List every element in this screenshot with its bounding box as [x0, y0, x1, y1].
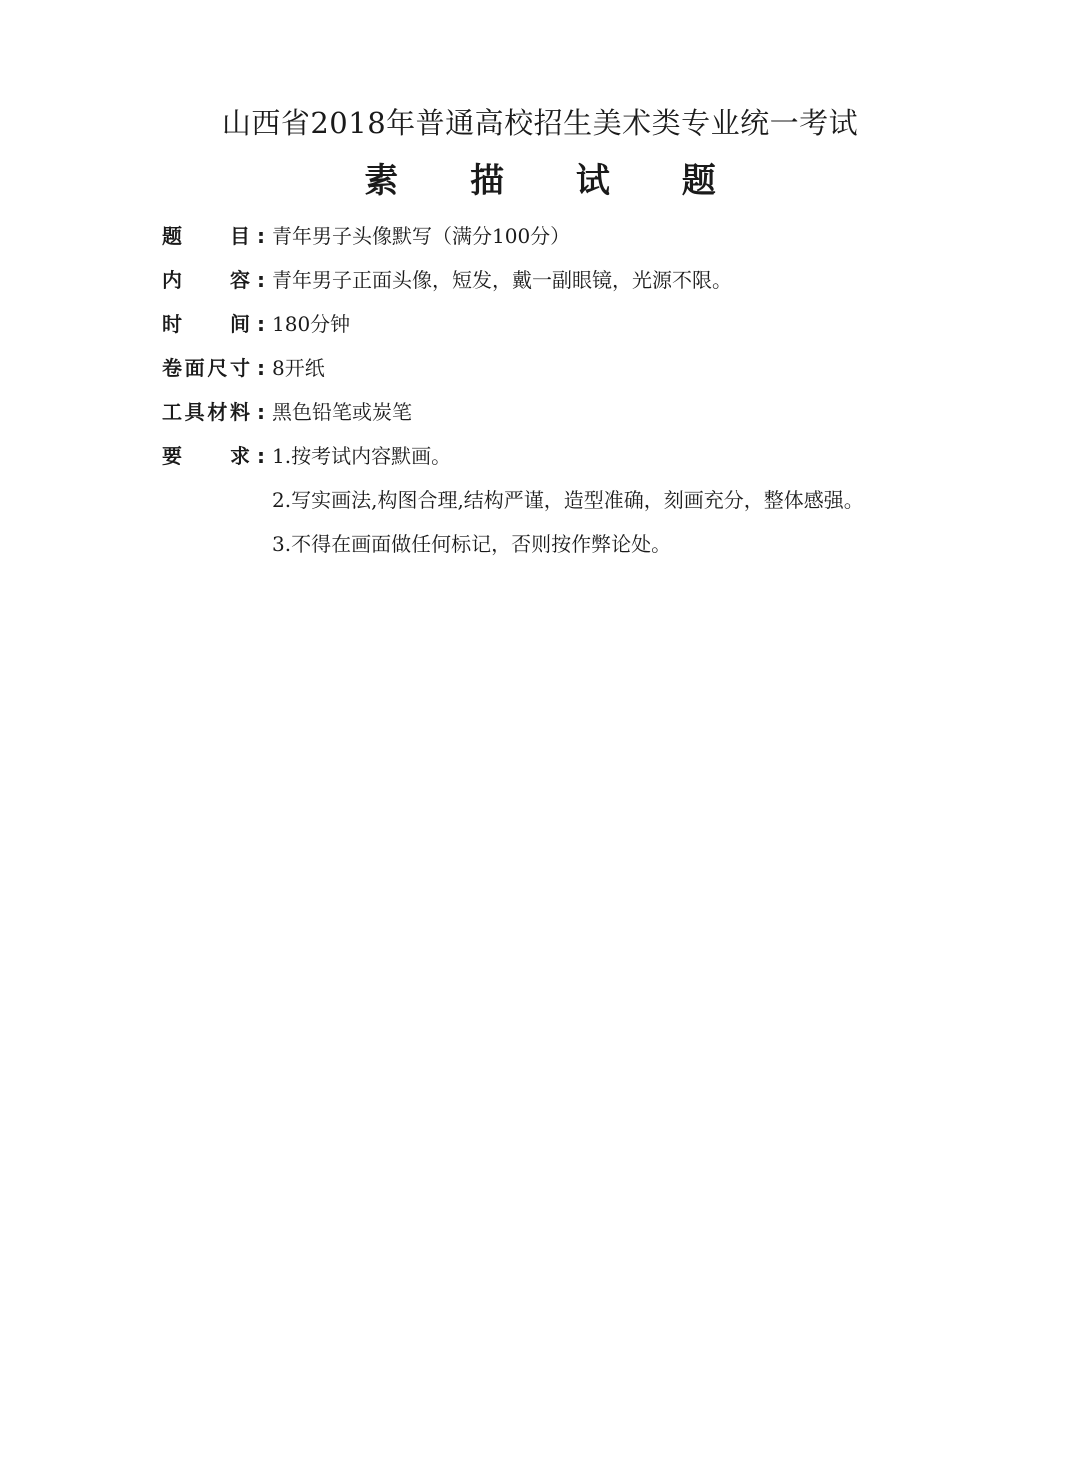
field-value-content: 青年男子正面头像，短发，戴一副眼镜，光源不限。: [272, 268, 732, 292]
requirement-item: 3.不得在画面做任何标记，否则按作弊论处。: [272, 532, 672, 556]
field-row-materials: [162, 390, 1002, 434]
field-colon: :: [257, 224, 265, 248]
field-row-content: [162, 258, 1002, 302]
field-value-materials: 黑色铅笔或炭笔: [272, 400, 412, 424]
field-value-paper-size: 8开纸: [272, 356, 325, 380]
field-colon: :: [257, 312, 265, 336]
field-colon: :: [257, 356, 265, 380]
field-colon: :: [257, 268, 265, 292]
requirement-item: 1.按考试内容默画。: [272, 444, 452, 468]
field-label-paper-size: 卷面尺寸: [162, 356, 250, 380]
field-row-time: [162, 302, 1002, 346]
requirement-item: 2.写实画法,构图合理,结构严谨，造型准确，刻画充分，整体感强。: [272, 488, 864, 512]
exam-title: 山西省2018年普通高校招生美术类专业统一考试: [221, 106, 859, 140]
exam-info-list: [162, 214, 1002, 566]
field-colon: :: [257, 444, 265, 468]
field-row-topic: [162, 214, 1002, 258]
field-value-topic: 青年男子头像默写（满分100分）: [272, 224, 571, 248]
field-label-time: 时间: [162, 312, 250, 336]
field-label-content: 内容: [162, 268, 250, 292]
field-label-topic: 题目: [162, 224, 250, 248]
field-row-requirements: [162, 434, 1002, 478]
requirement-row: [162, 522, 1002, 566]
field-colon: :: [257, 400, 265, 424]
field-label-requirements: 要求: [162, 444, 250, 468]
field-value-time: 180分钟: [272, 312, 351, 336]
field-label-materials: 工具材料: [162, 400, 250, 424]
field-row-paper-size: [162, 346, 1002, 390]
subject-title: 素 描 试 题: [364, 161, 746, 201]
requirement-row: [162, 478, 1002, 522]
